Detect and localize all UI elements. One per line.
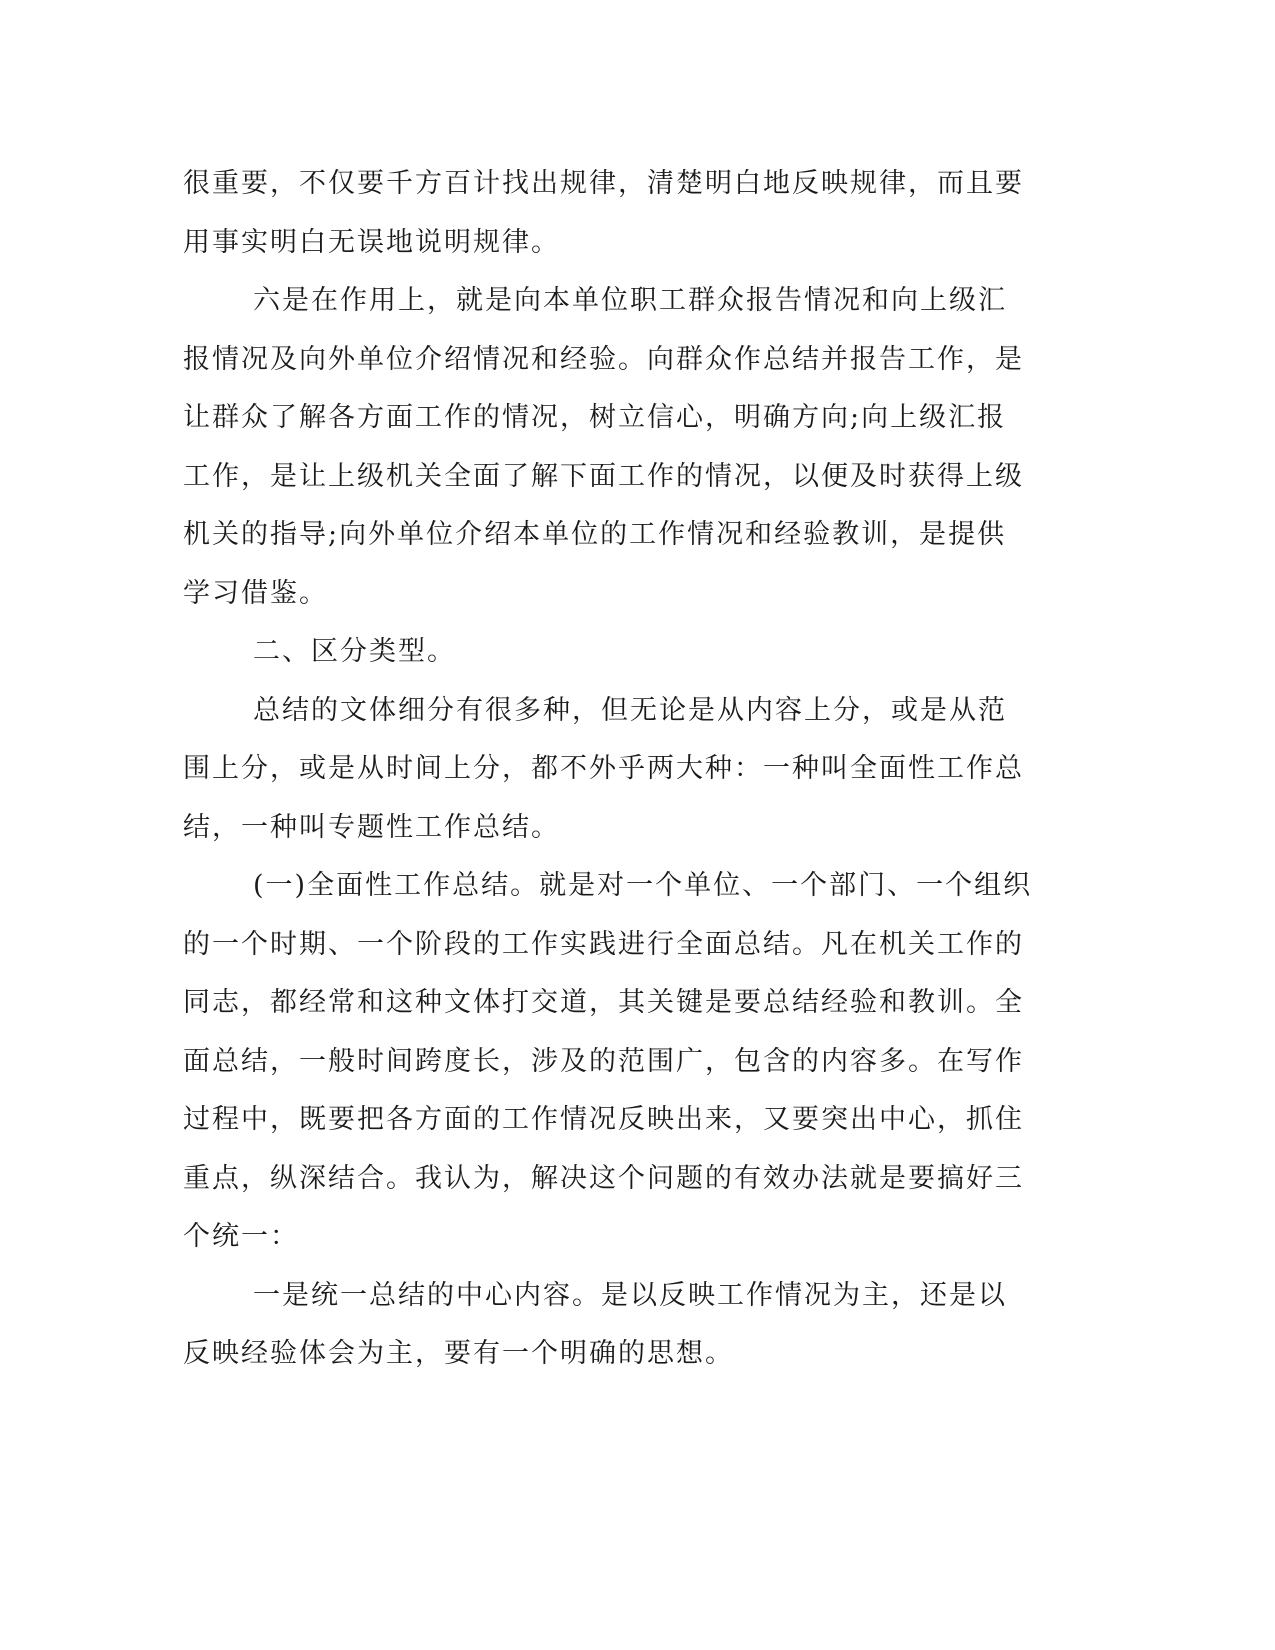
paragraph-5: 一是统一总结的中心内容。是以反映工作情况为主，还是以反映经验体会为主，要有一个明确的思想。 bbox=[183, 1279, 1007, 1369]
paragraph-4: (一)全面性工作总结。就是对一个单位、一个部门、一个组织的一个时期、一个阶段的工作实践进行全面总结。凡在机关工作的同志，都经常和这种文体打交道，其关键是要总结经验和教训。全面总结，一般时间跨度长，涉及的范围广，包含的内容多。在写作过程中，既要把各方面的工作情况反映出来，又要突出中心，抓住重点，纵深结合。我认为，解决这个问题的有效办法就是要搞好三个统一： bbox=[183, 870, 1033, 1252]
document-body bbox=[183, 155, 1033, 1384]
paragraph-2: 六是在作用上，就是向本单位职工群众报告情况和向上级汇报情况及向外单位介绍情况和经验。向群众作总结并报告工作，是让群众了解各方面工作的情况，树立信心，明确方向;向上级汇报工作，是让上级机关全面了解下面工作的情况，以便及时获得上级机关的指导;向外单位介绍本单位的工作情况和经验教训，是提供学习借鉴。 bbox=[183, 285, 1024, 609]
paragraph-3: 总结的文体细分有很多种，但无论是从内容上分，或是从范围上分，或是从时间上分，都不外乎两大种：一种叫全面性工作总结，一种叫专题性工作总结。 bbox=[183, 694, 1024, 843]
paragraph-1: 很重要，不仅要千方百计找出规律，清楚明白地反映规律，而且要用事实明白无误地说明规律。 bbox=[183, 168, 1024, 258]
section-heading: 二、区分类型。 bbox=[253, 636, 456, 667]
